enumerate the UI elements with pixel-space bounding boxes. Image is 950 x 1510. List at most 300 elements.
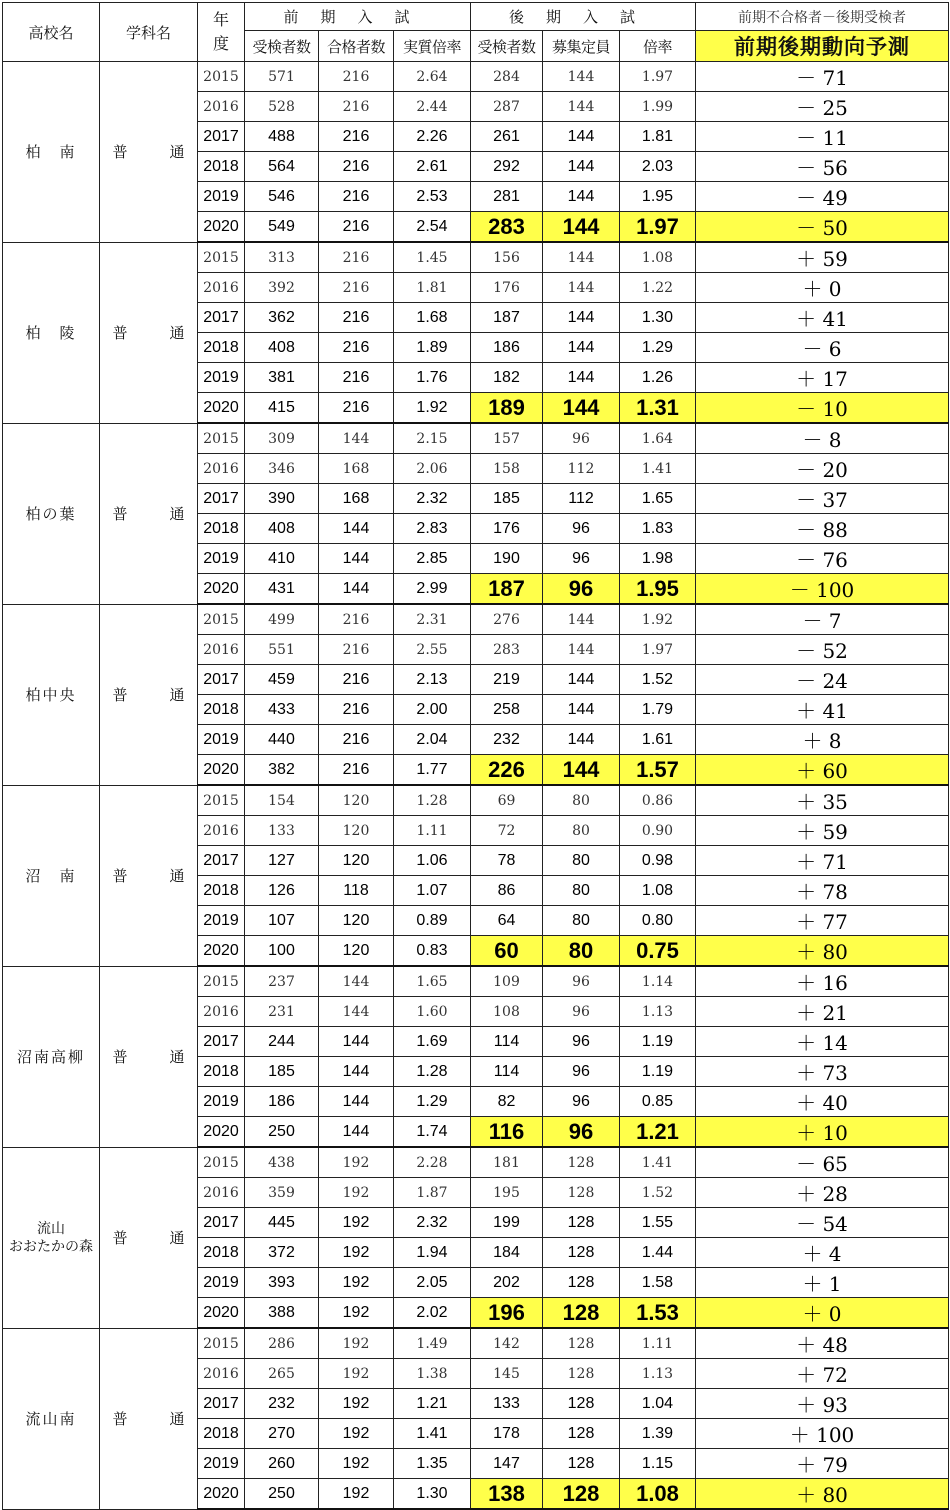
second-ratio-cell: 1.97 [620, 212, 696, 243]
first-passed-cell: 216 [319, 604, 394, 635]
second-ratio-cell: 1.65 [620, 484, 696, 514]
first-examinees-cell: 362 [245, 303, 319, 333]
second-capacity-cell: 128 [543, 1449, 620, 1479]
year-cell: 2020 [198, 1298, 245, 1329]
year-cell: 2019 [198, 725, 245, 755]
school-name: 柏 陵 [3, 242, 100, 423]
second-capacity-cell: 96 [543, 423, 620, 454]
first-ratio-cell: 2.31 [394, 604, 471, 635]
year-cell: 2017 [198, 303, 245, 333]
second-examinees-cell: 284 [471, 62, 543, 92]
prediction-cell: ＋ 14 [696, 1027, 949, 1057]
first-passed-cell: 168 [319, 454, 394, 484]
second-ratio-cell: 0.98 [620, 846, 696, 876]
first-examinees-cell: 133 [245, 816, 319, 846]
second-ratio-cell: 1.98 [620, 544, 696, 574]
year-cell: 2020 [198, 1479, 245, 1510]
second-examinees-cell: 116 [471, 1117, 543, 1148]
second-ratio-cell: 1.19 [620, 1027, 696, 1057]
first-ratio-cell: 2.44 [394, 92, 471, 122]
year-cell: 2017 [198, 665, 245, 695]
first-passed-cell: 118 [319, 876, 394, 906]
second-examinees-cell: 276 [471, 604, 543, 635]
first-ratio-cell: 2.15 [394, 423, 471, 454]
first-passed-cell: 144 [319, 966, 394, 997]
second-examinees-cell: 133 [471, 1389, 543, 1419]
second-ratio-cell: 1.92 [620, 604, 696, 635]
second-ratio-cell: 1.08 [620, 1479, 696, 1510]
prediction-cell: ＋ 41 [696, 695, 949, 725]
first-ratio-cell: 1.68 [394, 303, 471, 333]
prediction-cell: － 54 [696, 1208, 949, 1238]
year-cell: 2019 [198, 1087, 245, 1117]
school-name: 沼南高柳 [3, 966, 100, 1147]
second-capacity-cell: 144 [543, 212, 620, 243]
first-passed-cell: 192 [319, 1238, 394, 1268]
table-row [3, 62, 949, 92]
first-ratio-cell: 1.81 [394, 273, 471, 303]
first-passed-cell: 192 [319, 1419, 394, 1449]
first-passed-cell: 144 [319, 1087, 394, 1117]
year-cell: 2017 [198, 1208, 245, 1238]
first-examinees-cell: 250 [245, 1117, 319, 1148]
first-examinees-cell: 381 [245, 363, 319, 393]
first-examinees-cell: 107 [245, 906, 319, 936]
table-row [3, 423, 949, 454]
prediction-cell: ＋ 80 [696, 936, 949, 967]
second-capacity-cell: 144 [543, 635, 620, 665]
dept-cell [100, 1147, 198, 1328]
year-cell: 2017 [198, 1027, 245, 1057]
first-ratio-cell: 2.02 [394, 1298, 471, 1329]
prediction-cell: ＋ 59 [696, 816, 949, 846]
second-ratio-cell: 1.52 [620, 665, 696, 695]
first-examinees-cell: 186 [245, 1087, 319, 1117]
prediction-cell: ＋ 16 [696, 966, 949, 997]
second-examinees-cell: 86 [471, 876, 543, 906]
second-examinees-cell: 157 [471, 423, 543, 454]
dept-cell [100, 62, 198, 243]
first-ratio-cell: 0.83 [394, 936, 471, 967]
first-passed-cell: 216 [319, 92, 394, 122]
first-passed-cell: 144 [319, 574, 394, 605]
prediction-cell: ＋ 21 [696, 997, 949, 1027]
prediction-cell: ＋ 28 [696, 1178, 949, 1208]
second-ratio-cell: 1.08 [620, 876, 696, 906]
year-cell: 2020 [198, 212, 245, 243]
year-cell: 2017 [198, 122, 245, 152]
dept-cell [100, 423, 198, 604]
first-passed-cell: 168 [319, 484, 394, 514]
second-ratio-cell: 1.52 [620, 1178, 696, 1208]
first-examinees-cell: 393 [245, 1268, 319, 1298]
first-examinees-cell: 126 [245, 876, 319, 906]
second-capacity-cell: 144 [543, 333, 620, 363]
second-examinees-cell: 158 [471, 454, 543, 484]
second-capacity-cell: 128 [543, 1359, 620, 1389]
second-ratio-cell: 0.85 [620, 1087, 696, 1117]
first-examinees-cell: 488 [245, 122, 319, 152]
first-passed-cell: 216 [319, 62, 394, 92]
first-examinees-cell: 433 [245, 695, 319, 725]
year-cell: 2018 [198, 514, 245, 544]
second-examinees-cell: 178 [471, 1419, 543, 1449]
first-ratio-cell: 2.55 [394, 635, 471, 665]
prediction-cell: － 8 [696, 423, 949, 454]
second-capacity-cell: 80 [543, 816, 620, 846]
first-ratio-cell: 2.26 [394, 122, 471, 152]
first-ratio-cell: 1.07 [394, 876, 471, 906]
second-ratio-cell: 1.57 [620, 755, 696, 786]
second-examinees-cell: 156 [471, 242, 543, 273]
year-cell: 2015 [198, 966, 245, 997]
second-ratio-cell: 1.21 [620, 1117, 696, 1148]
prediction-cell: ＋ 80 [696, 1479, 949, 1510]
second-examinees-cell: 189 [471, 393, 543, 424]
second-capacity-cell: 112 [543, 484, 620, 514]
prediction-cell: － 49 [696, 182, 949, 212]
first-passed-cell: 216 [319, 212, 394, 243]
first-passed-cell: 192 [319, 1268, 394, 1298]
table-row [3, 1328, 949, 1359]
second-examinees-cell: 64 [471, 906, 543, 936]
first-examinees-cell: 359 [245, 1178, 319, 1208]
first-ratio-cell: 1.60 [394, 997, 471, 1027]
header-first-exam: 前期入試 [245, 3, 471, 31]
prediction-cell: － 50 [696, 212, 949, 243]
first-passed-cell: 216 [319, 695, 394, 725]
year-cell: 2017 [198, 1389, 245, 1419]
prediction-cell: － 24 [696, 665, 949, 695]
first-passed-cell: 144 [319, 544, 394, 574]
second-examinees-cell: 109 [471, 966, 543, 997]
first-examinees-cell: 382 [245, 755, 319, 786]
dept-name: 普通 [112, 1048, 185, 1066]
second-capacity-cell: 96 [543, 544, 620, 574]
second-ratio-cell: 1.04 [620, 1389, 696, 1419]
prediction-cell: ＋ 79 [696, 1449, 949, 1479]
prediction-cell: － 6 [696, 333, 949, 363]
first-examinees-cell: 154 [245, 785, 319, 816]
first-ratio-cell: 2.04 [394, 725, 471, 755]
first-passed-cell: 120 [319, 906, 394, 936]
second-capacity-cell: 96 [543, 1117, 620, 1148]
prediction-cell: － 76 [696, 544, 949, 574]
prediction-cell: ＋ 4 [696, 1238, 949, 1268]
header-prediction-label: 前期後期動向予測 [696, 31, 949, 62]
first-passed-cell: 216 [319, 303, 394, 333]
dept-name: 普通 [112, 1410, 185, 1428]
first-ratio-cell: 2.00 [394, 695, 471, 725]
first-examinees-cell: 390 [245, 484, 319, 514]
year-cell: 2016 [198, 454, 245, 484]
second-ratio-cell: 2.03 [620, 152, 696, 182]
prediction-cell: ＋ 77 [696, 906, 949, 936]
prediction-cell: － 71 [696, 62, 949, 92]
second-examinees-cell: 69 [471, 785, 543, 816]
second-examinees-cell: 232 [471, 725, 543, 755]
header-col-first-passed: 合格者数 [319, 31, 394, 62]
second-ratio-cell: 1.22 [620, 273, 696, 303]
prediction-cell: ＋ 72 [696, 1359, 949, 1389]
table-row [3, 1147, 949, 1178]
second-capacity-cell: 128 [543, 1479, 620, 1510]
second-capacity-cell: 96 [543, 1027, 620, 1057]
dept-name: 普通 [112, 1229, 185, 1247]
year-cell: 2019 [198, 544, 245, 574]
second-ratio-cell: 1.08 [620, 242, 696, 273]
second-ratio-cell: 1.19 [620, 1057, 696, 1087]
second-capacity-cell: 144 [543, 273, 620, 303]
first-ratio-cell: 2.05 [394, 1268, 471, 1298]
first-examinees-cell: 408 [245, 514, 319, 544]
year-cell: 2017 [198, 484, 245, 514]
first-passed-cell: 216 [319, 393, 394, 424]
first-examinees-cell: 415 [245, 393, 319, 424]
first-ratio-cell: 1.74 [394, 1117, 471, 1148]
first-ratio-cell: 1.69 [394, 1027, 471, 1057]
second-capacity-cell: 96 [543, 997, 620, 1027]
second-capacity-cell: 80 [543, 785, 620, 816]
school-name: 流山南 [3, 1328, 100, 1509]
first-passed-cell: 192 [319, 1208, 394, 1238]
school-name: 流山 おおたかの森 [3, 1147, 100, 1328]
first-passed-cell: 216 [319, 363, 394, 393]
first-examinees-cell: 549 [245, 212, 319, 243]
first-examinees-cell: 244 [245, 1027, 319, 1057]
first-ratio-cell: 2.99 [394, 574, 471, 605]
first-ratio-cell: 2.28 [394, 1147, 471, 1178]
second-examinees-cell: 283 [471, 635, 543, 665]
second-examinees-cell: 60 [471, 936, 543, 967]
second-examinees-cell: 187 [471, 574, 543, 605]
second-ratio-cell: 1.58 [620, 1268, 696, 1298]
first-examinees-cell: 410 [245, 544, 319, 574]
second-capacity-cell: 144 [543, 122, 620, 152]
year-cell: 2018 [198, 1419, 245, 1449]
year-cell: 2020 [198, 393, 245, 424]
first-ratio-cell: 1.65 [394, 966, 471, 997]
first-examinees-cell: 388 [245, 1298, 319, 1329]
first-examinees-cell: 100 [245, 936, 319, 967]
second-ratio-cell: 1.95 [620, 574, 696, 605]
second-capacity-cell: 144 [543, 242, 620, 273]
second-ratio-cell: 0.90 [620, 816, 696, 846]
second-ratio-cell: 1.61 [620, 725, 696, 755]
prediction-cell: － 37 [696, 484, 949, 514]
second-capacity-cell: 80 [543, 936, 620, 967]
second-examinees-cell: 186 [471, 333, 543, 363]
table-row [3, 966, 949, 997]
first-examinees-cell: 250 [245, 1479, 319, 1510]
second-capacity-cell: 96 [543, 1087, 620, 1117]
first-passed-cell: 192 [319, 1328, 394, 1359]
second-examinees-cell: 72 [471, 816, 543, 846]
header-second-exam: 後期入試 [471, 3, 696, 31]
first-passed-cell: 192 [319, 1178, 394, 1208]
second-ratio-cell: 1.13 [620, 997, 696, 1027]
second-examinees-cell: 147 [471, 1449, 543, 1479]
second-ratio-cell: 0.75 [620, 936, 696, 967]
second-examinees-cell: 199 [471, 1208, 543, 1238]
year-cell: 2016 [198, 997, 245, 1027]
year-cell: 2019 [198, 363, 245, 393]
header-col-first-ratio: 実質倍率 [394, 31, 471, 62]
year-cell: 2015 [198, 242, 245, 273]
year-cell: 2015 [198, 785, 245, 816]
first-passed-cell: 216 [319, 635, 394, 665]
first-passed-cell: 216 [319, 725, 394, 755]
first-passed-cell: 192 [319, 1479, 394, 1510]
prediction-cell: － 25 [696, 92, 949, 122]
first-passed-cell: 120 [319, 936, 394, 967]
first-examinees-cell: 237 [245, 966, 319, 997]
second-ratio-cell: 1.11 [620, 1328, 696, 1359]
second-capacity-cell: 144 [543, 92, 620, 122]
year-cell: 2016 [198, 273, 245, 303]
first-ratio-cell: 1.30 [394, 1479, 471, 1510]
first-ratio-cell: 1.21 [394, 1389, 471, 1419]
admissions-table [2, 2, 949, 1510]
second-capacity-cell: 144 [543, 725, 620, 755]
second-ratio-cell: 0.86 [620, 785, 696, 816]
year-cell: 2019 [198, 906, 245, 936]
second-capacity-cell: 80 [543, 876, 620, 906]
first-examinees-cell: 551 [245, 635, 319, 665]
header-school: 高校名 [3, 3, 100, 62]
second-capacity-cell: 80 [543, 846, 620, 876]
year-cell: 2015 [198, 1328, 245, 1359]
first-examinees-cell: 260 [245, 1449, 319, 1479]
year-cell: 2018 [198, 152, 245, 182]
second-capacity-cell: 128 [543, 1147, 620, 1178]
year-cell: 2017 [198, 846, 245, 876]
year-cell: 2019 [198, 182, 245, 212]
first-passed-cell: 144 [319, 423, 394, 454]
first-ratio-cell: 2.13 [394, 665, 471, 695]
second-ratio-cell: 1.29 [620, 333, 696, 363]
first-ratio-cell: 2.85 [394, 544, 471, 574]
prediction-cell: － 10 [696, 393, 949, 424]
second-ratio-cell: 1.97 [620, 635, 696, 665]
header-prediction-title: 前期不合格者－後期受検者 [696, 3, 949, 31]
first-passed-cell: 216 [319, 242, 394, 273]
second-examinees-cell: 258 [471, 695, 543, 725]
prediction-cell: － 56 [696, 152, 949, 182]
school-name: 柏の葉 [3, 423, 100, 604]
prediction-cell: － 11 [696, 122, 949, 152]
second-capacity-cell: 144 [543, 152, 620, 182]
header-col-second-examinees: 受検者数 [471, 31, 543, 62]
first-examinees-cell: 546 [245, 182, 319, 212]
second-examinees-cell: 114 [471, 1027, 543, 1057]
year-cell: 2019 [198, 1268, 245, 1298]
first-passed-cell: 216 [319, 665, 394, 695]
first-passed-cell: 192 [319, 1389, 394, 1419]
second-examinees-cell: 226 [471, 755, 543, 786]
first-passed-cell: 120 [319, 816, 394, 846]
first-ratio-cell: 2.83 [394, 514, 471, 544]
second-capacity-cell: 128 [543, 1389, 620, 1419]
second-examinees-cell: 287 [471, 92, 543, 122]
second-ratio-cell: 1.41 [620, 1147, 696, 1178]
second-ratio-cell: 1.15 [620, 1449, 696, 1479]
prediction-cell: ＋ 0 [696, 1298, 949, 1329]
prediction-cell: － 20 [696, 454, 949, 484]
year-cell: 2015 [198, 423, 245, 454]
first-passed-cell: 144 [319, 1027, 394, 1057]
first-passed-cell: 216 [319, 182, 394, 212]
first-ratio-cell: 1.28 [394, 1057, 471, 1087]
second-capacity-cell: 144 [543, 604, 620, 635]
second-examinees-cell: 202 [471, 1268, 543, 1298]
first-examinees-cell: 440 [245, 725, 319, 755]
prediction-cell: ＋ 10 [696, 1117, 949, 1148]
header-year-text: 年度 [213, 10, 230, 53]
second-examinees-cell: 187 [471, 303, 543, 333]
year-cell: 2016 [198, 1359, 245, 1389]
first-examinees-cell: 571 [245, 62, 319, 92]
first-passed-cell: 192 [319, 1449, 394, 1479]
first-ratio-cell: 1.87 [394, 1178, 471, 1208]
second-capacity-cell: 80 [543, 906, 620, 936]
year-cell: 2020 [198, 755, 245, 786]
second-examinees-cell: 195 [471, 1178, 543, 1208]
second-examinees-cell: 114 [471, 1057, 543, 1087]
first-passed-cell: 192 [319, 1359, 394, 1389]
first-ratio-cell: 1.77 [394, 755, 471, 786]
second-examinees-cell: 196 [471, 1298, 543, 1329]
table-row [3, 242, 949, 273]
first-examinees-cell: 499 [245, 604, 319, 635]
second-capacity-cell: 144 [543, 182, 620, 212]
second-capacity-cell: 96 [543, 966, 620, 997]
second-ratio-cell: 1.81 [620, 122, 696, 152]
first-passed-cell: 144 [319, 1057, 394, 1087]
prediction-cell: － 100 [696, 574, 949, 605]
header-year [198, 3, 245, 62]
prediction-cell: ＋ 100 [696, 1419, 949, 1449]
table-header [3, 3, 949, 62]
first-ratio-cell: 0.89 [394, 906, 471, 936]
first-ratio-cell: 1.06 [394, 846, 471, 876]
second-examinees-cell: 261 [471, 122, 543, 152]
second-examinees-cell: 182 [471, 363, 543, 393]
table-row [3, 604, 949, 635]
first-ratio-cell: 2.32 [394, 484, 471, 514]
prediction-cell: ＋ 17 [696, 363, 949, 393]
first-passed-cell: 144 [319, 514, 394, 544]
year-cell: 2015 [198, 604, 245, 635]
second-ratio-cell: 1.53 [620, 1298, 696, 1329]
second-capacity-cell: 112 [543, 454, 620, 484]
prediction-cell: ＋ 73 [696, 1057, 949, 1087]
second-ratio-cell: 1.64 [620, 423, 696, 454]
second-examinees-cell: 176 [471, 273, 543, 303]
year-cell: 2015 [198, 1147, 245, 1178]
first-ratio-cell: 1.41 [394, 1419, 471, 1449]
year-cell: 2018 [198, 695, 245, 725]
year-cell: 2018 [198, 1238, 245, 1268]
second-capacity-cell: 144 [543, 62, 620, 92]
school-name: 柏 南 [3, 62, 100, 243]
first-examinees-cell: 231 [245, 997, 319, 1027]
first-examinees-cell: 431 [245, 574, 319, 605]
first-ratio-cell: 2.54 [394, 212, 471, 243]
prediction-cell: ＋ 40 [696, 1087, 949, 1117]
first-examinees-cell: 346 [245, 454, 319, 484]
prediction-cell: － 7 [696, 604, 949, 635]
